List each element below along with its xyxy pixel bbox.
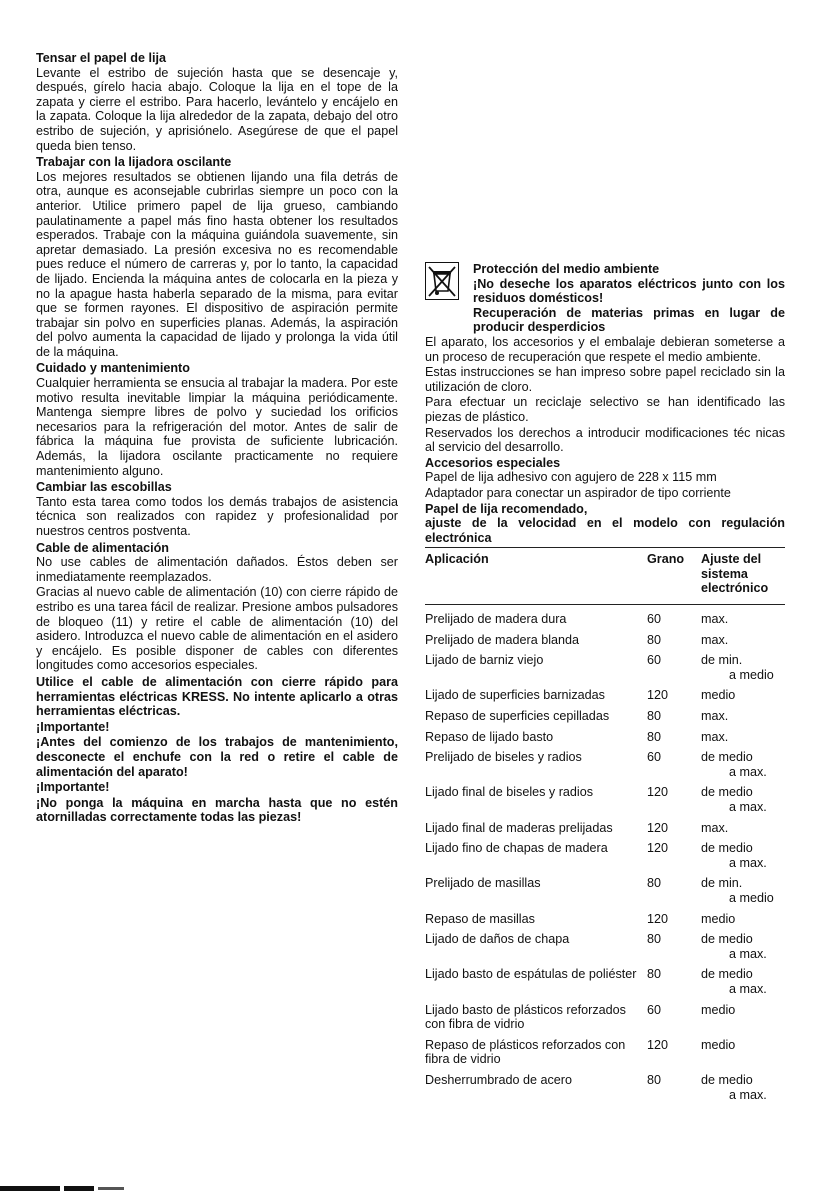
cell-application: Lijado fino de chapas de madera <box>425 841 608 856</box>
cell-grain: 80 <box>647 632 662 647</box>
important-label: ¡Importante! <box>36 719 110 734</box>
header-adjustment: Ajuste del sistema electrónico <box>701 548 785 605</box>
cell-application: Prelijado de biseles y radios <box>425 750 582 765</box>
table-row <box>425 909 785 930</box>
adjustment-value: de medio <box>701 967 753 982</box>
cell-adjustment <box>701 747 785 782</box>
adjustment-value: de min. <box>701 876 743 891</box>
adjustment-value: de medio <box>701 932 753 947</box>
cell-grain: 120 <box>647 820 669 835</box>
adjustment-value-2: a max. <box>729 764 767 779</box>
accessories-title: Accesorios especiales <box>425 455 561 470</box>
section-body: Cualquier herramienta se ensucia al trabajar la madera. Por este motivo resulta inevitable limpiar la máquina periódicamente. Mantenga siempre libres de polvo y suciedad los orificios necesarios para la refrigeración del motor. Antes de salir de fábrica la máquina fue provista de suficiente lubricación. Además, la lijadora oscilante practicamente no requiere mantenimiento alguno. <box>36 376 398 478</box>
cell-adjustment <box>701 782 785 817</box>
section-body: Gracias al nuevo cable de alimentación (10) con cierre rápido de estribo es una tarea fácil de realizar. Presione ambos pulsadores de bloqueo (11) y retire el cable de alimentación (10) del asidero. Introduzca el nuevo cable de alimentación en el asidero y encájelo. Es posible disponer de cables con diferentes longitudes como accesorios especiales. <box>36 585 398 673</box>
table-row <box>425 873 785 908</box>
cell-application: Lijado basto de plásticos reforzados con fibra de vidrio <box>425 1002 626 1032</box>
adjustment-value: de medio <box>701 841 753 856</box>
table-row <box>425 685 785 706</box>
cell-adjustment <box>701 1035 785 1070</box>
cell-adjustment <box>701 909 785 930</box>
section-body: No use cables de alimentación dañados. Éstos deben ser inmediatamente reemplazados. <box>36 555 398 584</box>
warning-assembly: ¡No ponga la máquina en marcha hasta que no estén atornilladas correctamente todas las piezas! <box>36 795 398 825</box>
table-header-row <box>425 548 785 605</box>
table-row <box>425 706 785 727</box>
plastic-paragraph: Para efectuar un reciclaje selectivo se han identificado las piezas de plástico. <box>425 395 785 424</box>
section-title: Trabajar con la lijadora oscilante <box>36 155 232 170</box>
recommended-title: Papel de lija recomendado, <box>425 501 588 516</box>
section-cuidado <box>36 361 398 478</box>
cell-adjustment <box>701 1070 785 1105</box>
cell-application: Lijado de barniz viejo <box>425 653 544 668</box>
adjustment-value: medio <box>701 1037 736 1052</box>
table-row <box>425 782 785 817</box>
important-label: ¡Importante! <box>36 780 110 795</box>
paper-paragraph: Estas instrucciones se han impreso sobre papel reciclado sin la utilización de cloro. <box>425 365 785 394</box>
warning-maintenance: ¡Antes del comienzo de los trabajos de mantenimiento, desconecte el enchufe con la red o retire el cable de alimentación del aparato! <box>36 735 398 779</box>
cell-application: Desherrumbrado de acero <box>425 1072 573 1087</box>
table-row <box>425 1070 785 1105</box>
header-application: Aplicación <box>425 548 647 605</box>
adjustment-value-2: a medio <box>729 667 774 682</box>
rights-paragraph: Reservados los derechos a introducir modificaciones téc nicas al servicio del desarrollo. <box>425 425 785 455</box>
adjustment-value-2: a max. <box>729 946 767 961</box>
cell-grain: 80 <box>647 709 662 724</box>
section-tensar <box>36 51 398 153</box>
section-title: Cambiar las escobillas <box>36 480 172 495</box>
right-column <box>425 262 785 1105</box>
table-row <box>425 1000 785 1035</box>
accessory-item: Papel de lija adhesivo con agujero de 228 x 115 mm <box>425 470 717 485</box>
adjustment-value-2: a max. <box>729 1087 767 1102</box>
cell-grain: 80 <box>647 932 662 947</box>
cell-grain: 120 <box>647 1037 669 1052</box>
environment-text <box>473 262 785 335</box>
cell-grain: 80 <box>647 1072 662 1087</box>
section-body: Levante el estribo de sujeción hasta que se desencaje y, después, gírelo hacia abajo. Coloque la lija en el tope de la zapata y cierre el estribo. Para hacerlo, levántelo y encájelo en la zapata. Coloque la lija alrededor de la zapata, debajo del otro estribo de sujeción, y aprisiónelo. Asegúrese de que el papel queda bien tenso. <box>36 65 398 153</box>
cell-grain: 60 <box>647 612 662 627</box>
adjustment-value: max. <box>701 729 729 744</box>
cell-grain: 60 <box>647 653 662 668</box>
recommended-subtitle: ajuste de la velocidad en el modelo con regulación electrónica <box>425 516 785 545</box>
cell-adjustment <box>701 727 785 748</box>
accessory-item: Adaptador para conectar un aspirador de tipo corriente <box>425 485 731 500</box>
cell-application: Prelijado de madera dura <box>425 612 567 627</box>
adjustment-value: max. <box>701 632 729 647</box>
header-grain: Grano <box>647 548 701 605</box>
table-row <box>425 929 785 964</box>
adjustment-value: medio <box>701 688 736 703</box>
table-row <box>425 630 785 651</box>
adjustment-value: de min. <box>701 653 743 668</box>
cell-grain: 120 <box>647 911 669 926</box>
cell-grain: 80 <box>647 967 662 982</box>
cell-adjustment <box>701 685 785 706</box>
cell-adjustment <box>701 818 785 839</box>
adjustment-value: de medio <box>701 750 753 765</box>
cell-application: Lijado basto de espátulas de poliéster <box>425 967 637 982</box>
section-title: Cable de alimentación <box>36 540 169 555</box>
cell-adjustment <box>701 609 785 630</box>
cell-application: Repaso de superficies cepilladas <box>425 709 610 724</box>
cell-adjustment <box>701 706 785 727</box>
cell-grain: 60 <box>647 1002 662 1017</box>
cell-application: Prelijado de madera blanda <box>425 632 580 647</box>
cell-grain: 80 <box>647 876 662 891</box>
cell-adjustment <box>701 873 785 908</box>
table-row <box>425 964 785 999</box>
cell-application: Repaso de lijado basto <box>425 729 554 744</box>
adjustment-value: de medio <box>701 1072 753 1087</box>
table-row <box>425 1035 785 1070</box>
cell-application: Lijado de superficies barnizadas <box>425 688 605 703</box>
adjustment-value: medio <box>701 1002 736 1017</box>
section-title: Cuidado y mantenimiento <box>36 361 190 376</box>
sandpaper-table <box>425 547 785 1105</box>
warning-kress: Utilice el cable de alimentación con cierre rápido para herramientas eléctricas KRESS. No intente aplicarlo a otras herramientas eléctricas. <box>36 674 398 719</box>
adjustment-value: max. <box>701 612 729 627</box>
environment-block <box>425 262 785 335</box>
cell-adjustment <box>701 964 785 999</box>
cell-grain: 120 <box>647 688 669 703</box>
adjustment-value: max. <box>701 820 729 835</box>
adjustment-value-2: a medio <box>729 890 774 905</box>
cell-adjustment <box>701 650 785 685</box>
adjustment-value-2: a max. <box>729 981 767 996</box>
cell-application: Lijado final de maderas prelijadas <box>425 820 613 835</box>
crossed-out-wheelie-bin-icon <box>425 262 459 300</box>
adjustment-value-2: a max. <box>729 855 767 870</box>
cell-grain: 120 <box>647 785 669 800</box>
table-row <box>425 747 785 782</box>
cell-adjustment <box>701 838 785 873</box>
cell-grain: 60 <box>647 750 662 765</box>
section-trabajar <box>36 155 398 359</box>
table-body <box>425 605 785 1106</box>
left-column <box>36 51 398 826</box>
adjustment-value: medio <box>701 911 736 926</box>
table-row <box>425 818 785 839</box>
section-body: Los mejores resultados se obtienen lijando una fila detrás de otra, aunque es aconsejable cubrirlas siempre un poco con la anterior. Utilice primero papel de lija grueso, cambiando paulatinamente a papel más fino hasta obtener los resultados esperados. Trabaje con la máquina guiándola suavemente, sin apretar demasiado. La presión excesiva no es recomendable pues reduce el número de carreras y, por lo tanto, la capacidad de lijado. Encienda la máquina antes de colocarla en la pieza y no la apague hasta haberla separado de la misma, para evitar que se formen rayones. El dispositivo de aspiración permite trabajar sin polvo en superficies planas. Además, la aspiración del polvo aumenta la capacidad de lijado y prolonga la vida útil de la máquina. <box>36 169 398 359</box>
adjustment-value: max. <box>701 709 729 724</box>
environment-no-dispose: ¡No deseche los aparatos eléctricos junto con los residuos domésticos! <box>473 276 785 306</box>
cell-application: Repaso de plásticos reforzados con fibra de vidrio <box>425 1037 626 1067</box>
section-cable <box>36 541 398 673</box>
cell-adjustment <box>701 929 785 964</box>
table-row <box>425 650 785 685</box>
table-row <box>425 609 785 630</box>
environment-title: Protección del medio ambiente <box>473 262 660 276</box>
cell-application: Lijado de daños de chapa <box>425 932 570 947</box>
section-title: Tensar el papel de lija <box>36 51 166 65</box>
table-row <box>425 727 785 748</box>
cell-grain: 120 <box>647 841 669 856</box>
recycle-paragraph: El aparato, los accesorios y el embalaje debieran someterse a un proceso de recuperación que respete el medio ambiente. <box>425 334 785 364</box>
cell-adjustment <box>701 630 785 651</box>
adjustment-value-2: a max. <box>729 800 767 814</box>
section-body: Tanto esta tarea como todos los demás trabajos de asistencia técnica son realizados con rapidez y profesionalidad por nuestros centros postventa. <box>36 494 398 538</box>
cell-adjustment <box>701 1000 785 1035</box>
table-row <box>425 838 785 873</box>
cell-application: Prelijado de masillas <box>425 876 541 891</box>
cell-application: Repaso de masillas <box>425 911 535 926</box>
cell-grain: 80 <box>647 729 662 744</box>
cut-mark-bar <box>0 1183 124 1191</box>
environment-recovery: Recuperación de materias primas en lugar de producir desperdicios <box>473 305 785 335</box>
section-escobillas <box>36 480 398 538</box>
cell-application: Lijado final de biseles y radios <box>425 785 594 800</box>
adjustment-value: de medio <box>701 785 753 800</box>
